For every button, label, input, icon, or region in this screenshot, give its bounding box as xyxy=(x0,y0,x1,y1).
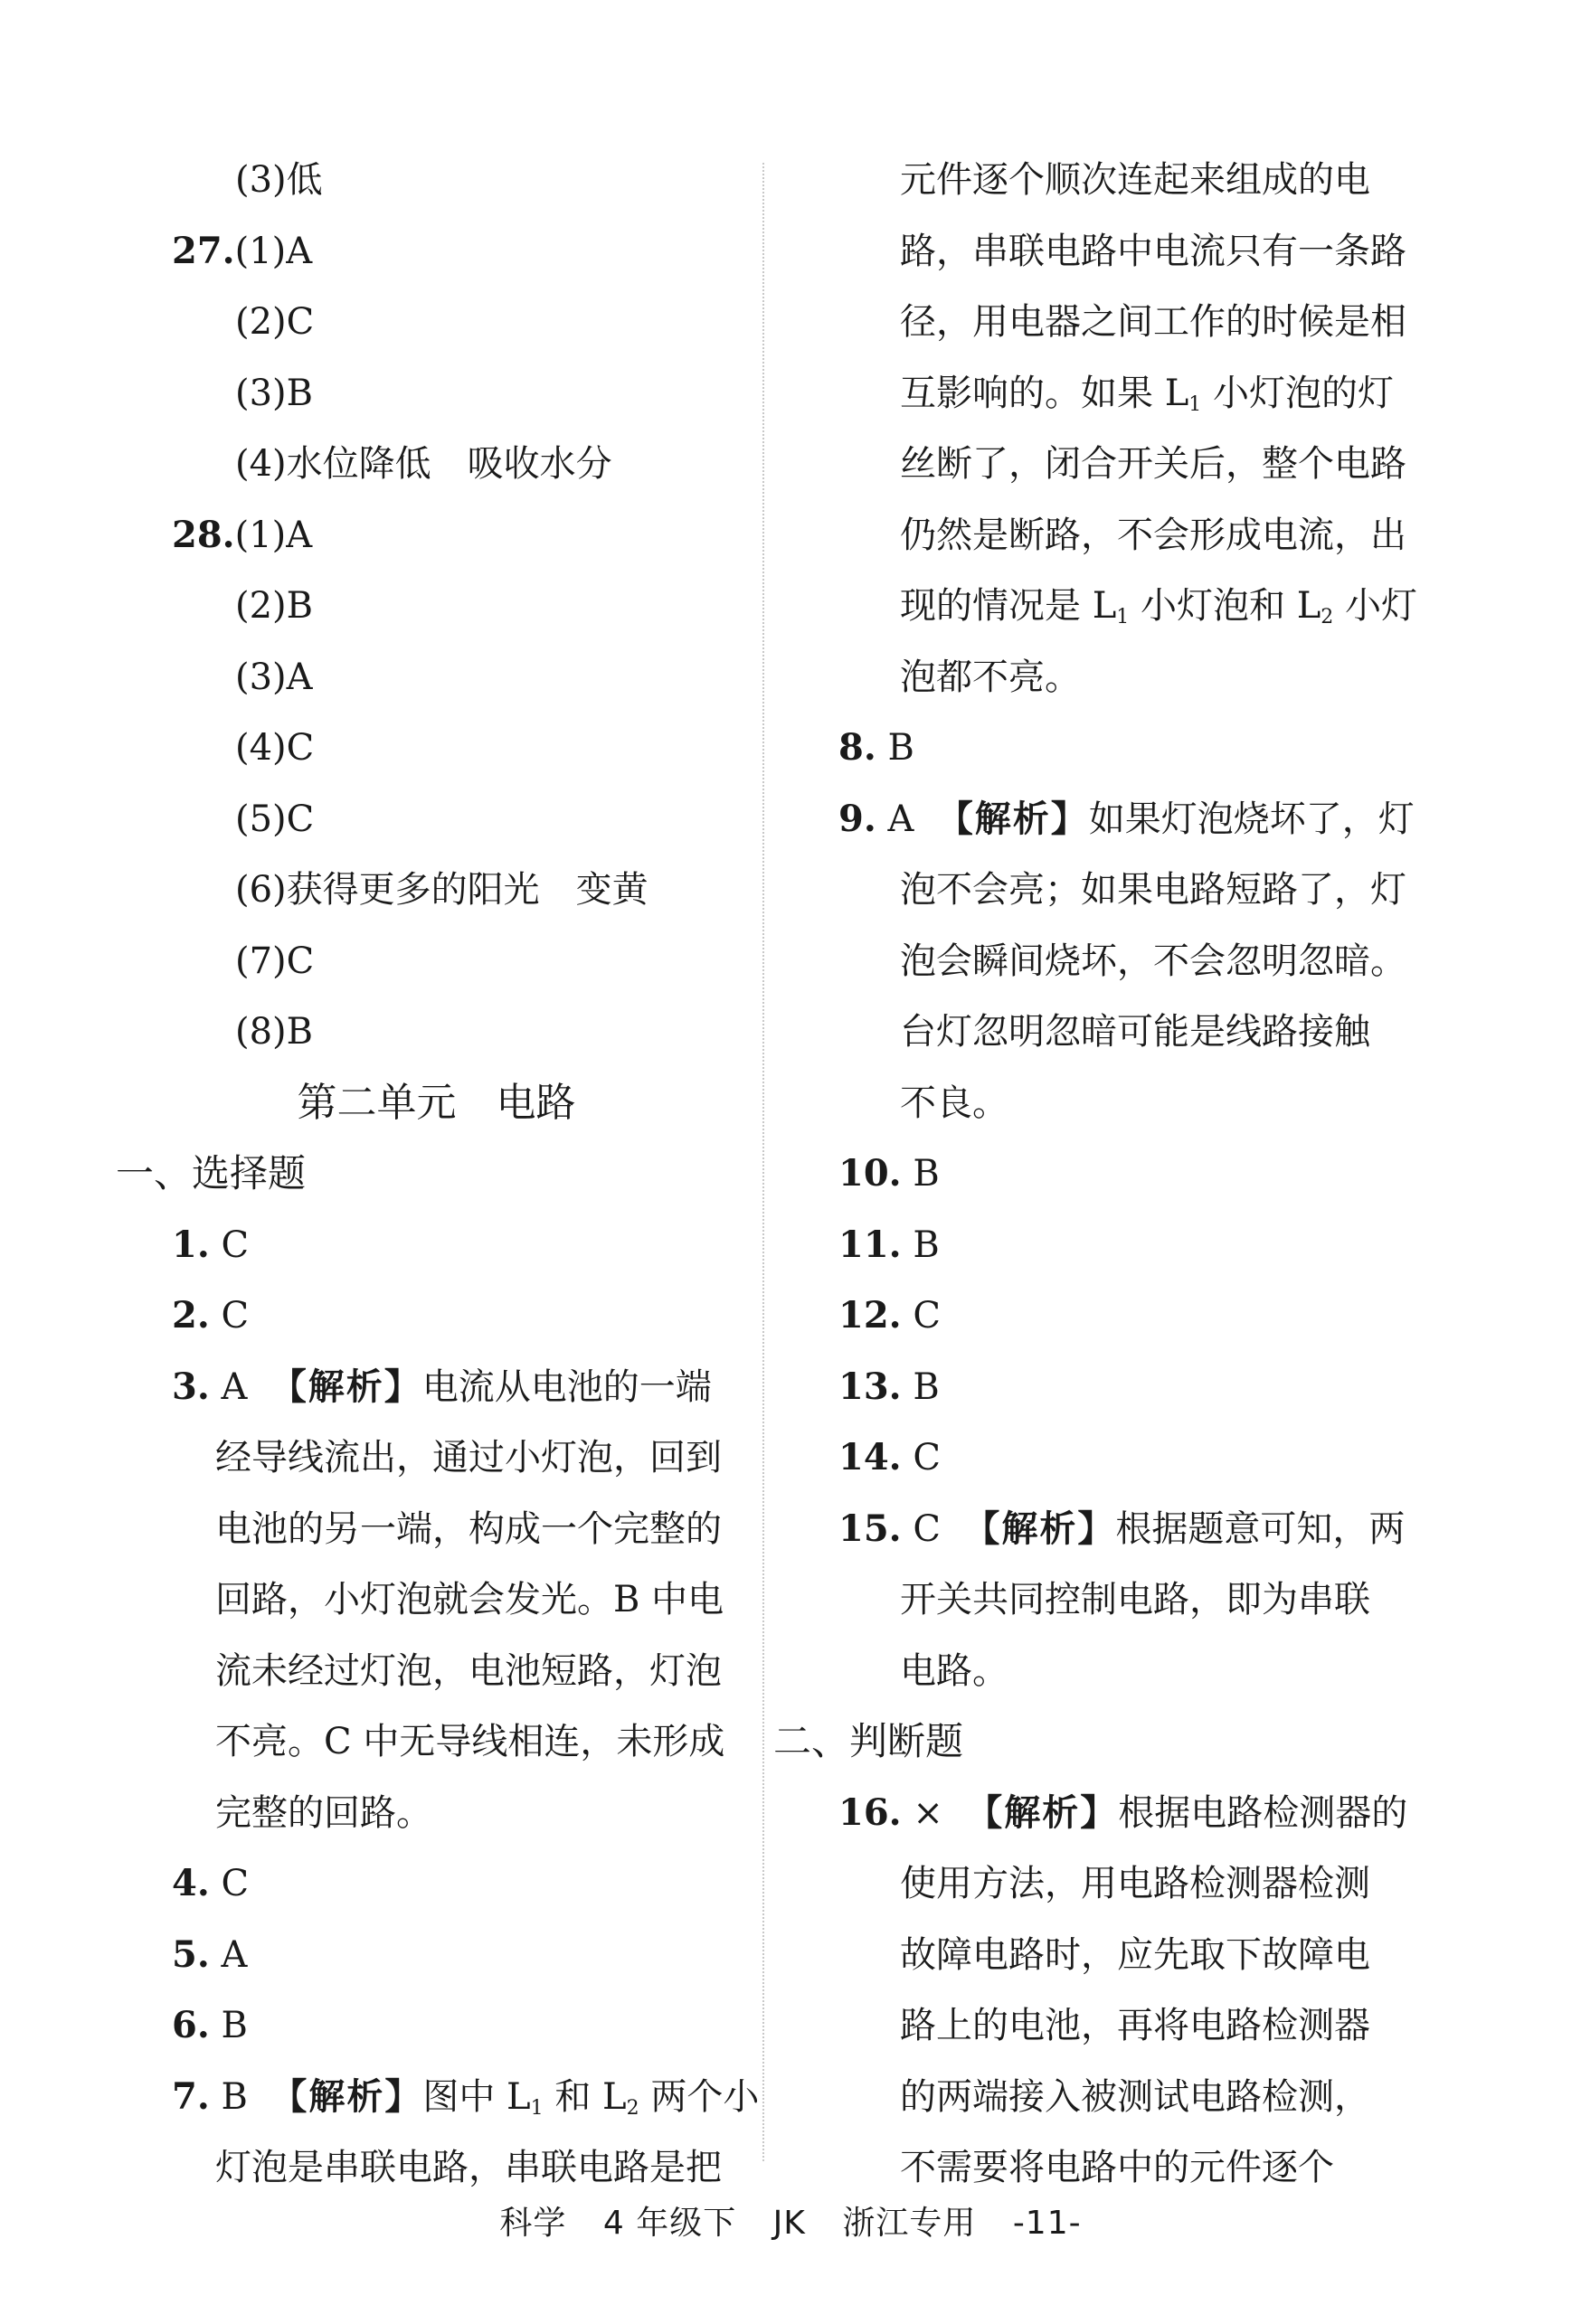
answer-text: (3)A xyxy=(235,656,313,698)
unit-title: 第二单元 电路 xyxy=(297,1079,576,1126)
question-number: 12. xyxy=(838,1294,902,1337)
answer-text: (4)水位降低 吸收水分 xyxy=(235,443,612,485)
question-number: 2. xyxy=(172,1294,210,1337)
analysis-tag: 【解析】 xyxy=(966,1790,1119,1834)
explanation-line: 泡不会亮；如果电路短路了，灯 xyxy=(900,869,1406,911)
explanation-line: 的两端接入被测试电路检测， xyxy=(900,2075,1370,2118)
answer-text: B xyxy=(913,1223,940,1266)
explanation-text: 小灯泡和 L xyxy=(1129,585,1321,627)
question-9 xyxy=(773,784,1425,855)
explanation-line: 元件逐个顺次连起来组成的电 xyxy=(900,159,1370,201)
answer-text: C xyxy=(221,1223,250,1266)
answer-text: B xyxy=(221,2075,248,2118)
question-15 xyxy=(773,1494,1425,1565)
question-number: 27. xyxy=(172,229,235,272)
page-footer xyxy=(0,2197,1581,2244)
answer-text: × xyxy=(913,1791,943,1834)
answer-line xyxy=(118,855,755,926)
explanation-line: 经导线流出，通过小灯泡，回到 xyxy=(215,1437,722,1478)
answer-text: A xyxy=(887,798,914,840)
explanation-line: 径，用电器之间工作的时候是相 xyxy=(900,301,1406,343)
question-number: 4. xyxy=(172,1862,210,1904)
explanation-line: 泡都不亮。 xyxy=(900,656,1081,698)
explanation-line: 路，串联电路中电流只有一条路 xyxy=(900,230,1406,272)
question-13 xyxy=(773,1352,1425,1423)
explanation-text: 根据电路检测器的 xyxy=(1118,1791,1408,1834)
answer-line xyxy=(118,571,755,642)
explanation-line: 丝断了，闭合开关后，整个电路 xyxy=(900,443,1406,485)
explanation-text: 电流从电池的一端 xyxy=(421,1365,712,1408)
question-number: 10. xyxy=(838,1152,902,1195)
explanation-text: 根据题意可知，两 xyxy=(1115,1507,1406,1550)
answer-text: (2)C xyxy=(235,301,315,343)
question-number: 16. xyxy=(838,1790,902,1834)
subscript: 2 xyxy=(626,2096,639,2120)
answer-text: C xyxy=(221,1295,250,1337)
explanation-line: 灯泡是串联电路，串联电路是把 xyxy=(215,2147,722,2188)
right-column xyxy=(773,145,1425,2204)
section-heading: 二、判断题 xyxy=(773,1719,964,1763)
question-number: 28. xyxy=(172,513,235,556)
answer-text: B xyxy=(887,727,914,769)
explanation-line: 回路，小灯泡就会发光。B 中电 xyxy=(215,1579,724,1620)
section-heading: 一、选择题 xyxy=(116,1151,307,1195)
explanation-line: 台灯忽明忽暗可能是线路接触 xyxy=(900,1011,1370,1053)
explanation-text: 现的情况是 L xyxy=(900,585,1117,627)
question-27 xyxy=(118,216,755,288)
question-5 xyxy=(118,1920,755,1991)
explanation-line: 故障电路时，应先取下故障电 xyxy=(900,1933,1370,1976)
question-8 xyxy=(773,713,1425,784)
answer-text: (5)C xyxy=(235,798,315,840)
question-3 xyxy=(118,1352,755,1423)
answer-text: C xyxy=(913,1437,941,1478)
answer-text: (7)C xyxy=(235,940,315,982)
explanation-line: 完整的回路。 xyxy=(215,1791,432,1834)
question-number: 5. xyxy=(172,1932,210,1976)
explanation-text: 小灯泡的灯 xyxy=(1201,372,1394,414)
answer-text: (3)B xyxy=(235,372,314,414)
question-16 xyxy=(773,1778,1425,1849)
answer-line xyxy=(118,358,755,430)
answer-text: B xyxy=(913,1365,940,1408)
answer-line xyxy=(118,997,755,1068)
analysis-tag: 【解析】 xyxy=(936,797,1089,840)
footer-grade: 4 年级下 xyxy=(602,2205,737,2242)
explanation-line: 使用方法，用电路检测器检测 xyxy=(900,1863,1370,1904)
explanation-line: 仍然是断路，不会形成电流，出 xyxy=(900,514,1406,556)
explanation-line: 电路。 xyxy=(900,1649,1008,1692)
question-2 xyxy=(118,1280,755,1352)
explanation-line: 开关共同控制电路，即为串联 xyxy=(900,1579,1370,1620)
question-number: 6. xyxy=(172,2004,210,2046)
explanation-line xyxy=(773,358,1425,430)
answer-text: A xyxy=(221,1933,248,1976)
answer-text: (1)A xyxy=(234,230,313,272)
question-number: 3. xyxy=(172,1365,210,1408)
question-number: 11. xyxy=(838,1223,902,1266)
question-1 xyxy=(118,1210,755,1281)
question-12 xyxy=(773,1280,1425,1352)
explanation-line: 电池的另一端，构成一个完整的 xyxy=(215,1507,722,1550)
explanation-text: 两个小 xyxy=(639,2075,760,2118)
explanation-text: 小灯 xyxy=(1333,585,1417,627)
question-4 xyxy=(118,1848,755,1920)
subscript: 1 xyxy=(530,2096,544,2120)
answer-text: (3)低 xyxy=(235,159,323,201)
analysis-tag: 【解析】 xyxy=(270,2074,423,2118)
answer-text: (4)C xyxy=(235,727,315,769)
answer-text: (1)A xyxy=(234,514,313,556)
left-column xyxy=(116,145,760,2204)
explanation-line: 泡会瞬间烧坏，不会忽明忽暗。 xyxy=(900,940,1406,982)
explanation-text: 图中 L xyxy=(422,2075,531,2118)
question-number: 9. xyxy=(838,797,876,840)
subscript: 2 xyxy=(1321,606,1334,628)
footer-subject: 科学 xyxy=(499,2205,567,2242)
answer-line xyxy=(118,713,755,784)
explanation-line: 不亮。C 中无导线相连，未形成 xyxy=(215,1721,725,1762)
question-7 xyxy=(118,2062,760,2133)
analysis-tag: 【解析】 xyxy=(963,1507,1116,1550)
answer-text: C xyxy=(913,1295,941,1337)
explanation-line: 流未经过灯泡，电池短路，灯泡 xyxy=(215,1649,722,1692)
explanation-line: 不良。 xyxy=(900,1082,1008,1124)
question-number: 7. xyxy=(172,2074,210,2118)
column-divider xyxy=(762,163,764,2161)
answer-text: A xyxy=(221,1365,248,1408)
question-number: 8. xyxy=(838,726,876,769)
answer-line xyxy=(118,145,755,216)
explanation-line xyxy=(773,571,1425,642)
answer-text: C xyxy=(913,1507,941,1550)
analysis-tag: 【解析】 xyxy=(270,1365,422,1408)
explanation-text: 和 L xyxy=(543,2075,627,2118)
question-number: 14. xyxy=(838,1436,902,1478)
footer-region: 浙江专用 xyxy=(842,2205,977,2242)
explanation-line: 路上的电池，再将电路检测器 xyxy=(900,2005,1370,2046)
answer-line xyxy=(118,642,755,713)
answer-line xyxy=(118,784,755,855)
page-number: -11- xyxy=(1012,2205,1082,2242)
question-14 xyxy=(773,1422,1425,1494)
answer-line xyxy=(118,429,755,500)
answer-text: B xyxy=(221,2005,248,2046)
question-11 xyxy=(773,1210,1425,1281)
explanation-text: 如果灯泡烧坏了，灯 xyxy=(1088,798,1415,840)
answer-line xyxy=(118,287,755,358)
question-number: 13. xyxy=(838,1365,902,1408)
question-10 xyxy=(773,1138,1425,1210)
question-number: 15. xyxy=(838,1507,902,1550)
answer-line xyxy=(118,926,755,997)
subscript: 1 xyxy=(1188,392,1202,416)
answer-text: (8)B xyxy=(235,1011,314,1053)
answer-text: C xyxy=(221,1863,250,1904)
footer-edition: JK xyxy=(772,2205,806,2242)
question-number: 1. xyxy=(172,1223,210,1266)
answer-text: (2)B xyxy=(235,585,314,627)
explanation-text: 互影响的。如果 L xyxy=(900,372,1189,414)
answer-text: (6)获得更多的阳光 变黄 xyxy=(235,869,648,911)
subscript: 1 xyxy=(1116,606,1130,628)
question-6 xyxy=(118,1990,755,2062)
answer-text: B xyxy=(913,1153,940,1195)
question-28 xyxy=(118,500,755,572)
explanation-line: 不需要将电路中的元件逐个 xyxy=(900,2147,1334,2188)
